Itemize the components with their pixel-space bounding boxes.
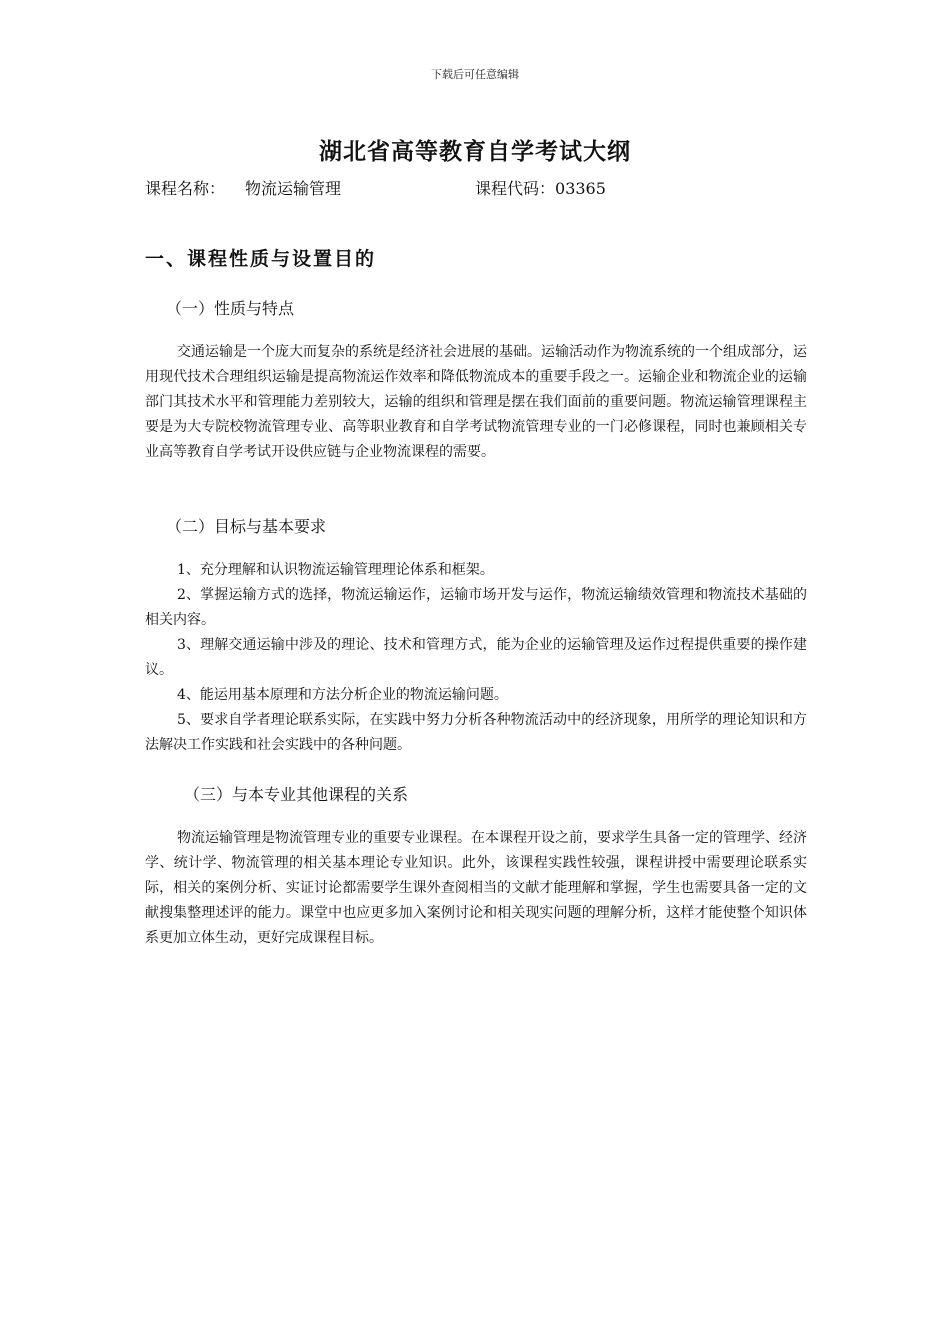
course-name-label: 课程名称：: [145, 179, 226, 198]
header-note: 下载后可任意编辑: [431, 68, 519, 81]
list-item: 2、掌握运输方式的选择，物流运输运作，运输市场开发与运作，物流运输绩效管理和物流技术基础的相关内容。: [145, 587, 807, 628]
list-item: 4、能运用基本原理和方法分析企业的物流运输问题。: [177, 687, 508, 703]
paragraph-relations: 物流运输管理是物流管理专业的重要专业课程。在本课程开设之前，要求学生具备一定的管理学、经济学、统计学、物流管理的相关基本理论专业知识。此外，该课程实践性较强，课程讲授中需要理论联系实际，相关的案例分析、实证讨论都需要学生课外查阅相当的文献才能理解和掌握，学生也需要具备一定的文献搜集整理述评的能力。课堂中也应更多加入案例讨论和相关现实问题的理解分析，这样才能使整个知识体系更加立体生动，更好完成课程目标。: [145, 830, 807, 946]
document-title: 湖北省高等教育自学考试大纲: [319, 138, 631, 165]
course-info-line: [145, 176, 805, 199]
course-code-value: 03365: [555, 179, 606, 198]
course-name-value: 物流运输管理: [245, 179, 342, 198]
goals-list: [145, 558, 807, 758]
paragraph-nature: 交通运输是一个庞大而复杂的系统是经济社会进展的基础。运输活动作为物流系统的一个组成部分，运用现代技术合理组织运输是提高物流运作效率和降低物流成本的重要手段之一。运输企业和物流企业的运输部门其技术水平和管理能力差别较大，运输的组织和管理是摆在我们面前的重要问题。物流运输管理课程主要是为大专院校物流管理专业、高等职业教育和自学考试物流管理专业的一门必修课程，同时也兼顾相关专业高等教育自学考试开设供应链与企业物流课程的需要。: [145, 344, 807, 460]
list-item: 3、理解交通运输中涉及的理论、技术和管理方式，能为企业的运输管理及运作过程提供重要的操作建议。: [145, 637, 807, 678]
section-heading-1: 一、课程性质与设置目的: [145, 248, 377, 270]
course-code-label: 课程代码：: [475, 179, 556, 198]
subsection-heading-relations: （三）与本专业其他课程的关系: [184, 785, 409, 804]
subsection-heading-goals: （二）目标与基本要求: [166, 517, 327, 536]
list-item: 5、要求自学者理论联系实际，在实践中努力分析各种物流活动中的经济现象，用所学的理论知识和方法解决工作实践和社会实践中的各种问题。: [145, 712, 807, 753]
list-item: 1、充分理解和认识物流运输管理理论体系和框架。: [177, 562, 494, 578]
subsection-heading-nature: （一）性质与特点: [166, 299, 295, 318]
